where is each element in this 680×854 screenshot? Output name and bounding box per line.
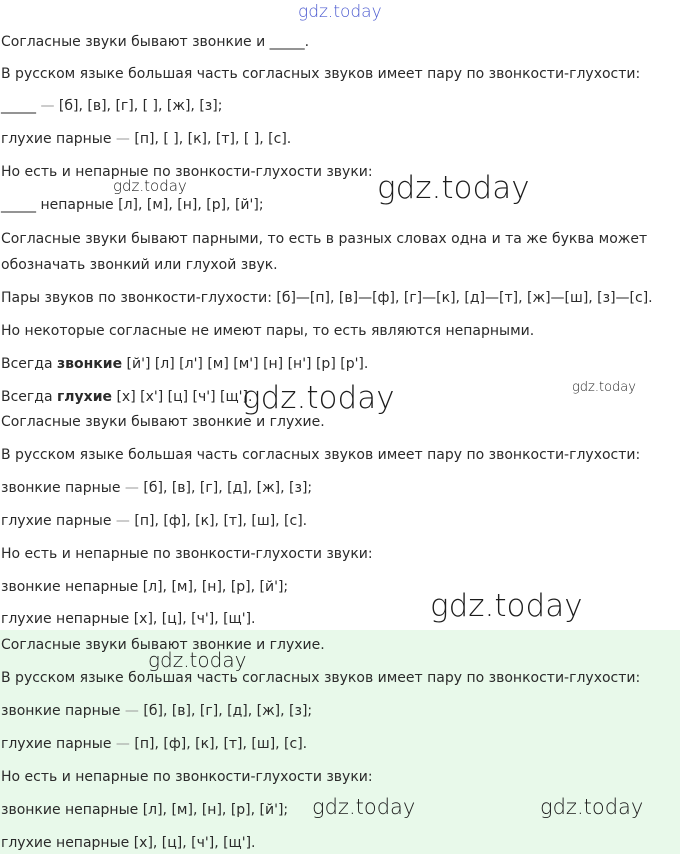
- em-dash: —: [111, 131, 135, 147]
- em-dash: —: [120, 480, 144, 496]
- label-text: звонкие парные: [1, 703, 121, 719]
- em-dash: —: [111, 736, 135, 752]
- watermark-large: gdz.today: [377, 170, 530, 206]
- watermark-medium: gdz.today: [312, 795, 416, 819]
- rule-line-6: [1, 387, 252, 407]
- watermark-small: gdz.today: [113, 177, 187, 195]
- rule-line-4: Но некоторые согласные не имеют пары, то есть являются непарными.: [1, 323, 535, 339]
- label-text: звонкие парные: [1, 480, 121, 496]
- rule-text: Всегда: [1, 389, 57, 405]
- em-dash: —: [111, 513, 135, 529]
- rule-line-3: Пары звуков по звонкости-глухости: [б]—[п], [в]—[ф], [г]—[к], [д]—[т], [ж]—[ш], [з]—[с].: [1, 290, 653, 306]
- answer2-line-3: [1, 701, 312, 721]
- exercise-line-5: Но есть и непарные по звонкости-глухости звуки:: [1, 164, 373, 180]
- em-dash: —: [36, 98, 59, 114]
- label-text: глухие парные: [1, 513, 112, 529]
- rule-line-2: обозначать звонкий или глухой звук.: [1, 257, 278, 273]
- answer1-line-6: звонкие непарные [л], [м], [н], [р], [й'];: [1, 579, 289, 595]
- answer2-line-6: звонкие непарные [л], [м], [н], [р], [й'];: [1, 802, 289, 818]
- rule-text: [х] [х'] [ц] [ч'] [щ'].: [112, 389, 253, 405]
- answer2-line-2: В русском языке большая часть согласных звуков имеет пару по звонкости-глухости:: [1, 670, 641, 686]
- rule-text: Всегда: [1, 356, 57, 372]
- exercise-line-6: _____ непарные [л], [м], [н], [р], [й'];: [1, 197, 264, 213]
- sound-list: [п], [ф], [к], [т], [ш], [с].: [134, 513, 308, 529]
- exercise-line-1: Согласные звуки бывают звонкие и _____.: [1, 34, 310, 50]
- answer2-line-1: Согласные звуки бывают звонкие и глухие.: [1, 637, 325, 653]
- sound-list: [б], [в], [г], [д], [ж], [з];: [143, 480, 313, 496]
- watermark-medium: gdz.today: [148, 648, 247, 672]
- exercise-line-3: [1, 96, 222, 116]
- rule-text: [й'] [л] [л'] [м] [м'] [н] [н'] [р] [р'].: [122, 356, 369, 372]
- bold-term: глухие: [56, 389, 113, 405]
- answer2-line-5: Но есть и непарные по звонкости-глухости звуки:: [1, 769, 373, 785]
- sound-list: [п], [ ], [к], [т], [ ], [с].: [134, 131, 292, 147]
- answer1-line-5: Но есть и непарные по звонкости-глухости звуки:: [1, 546, 373, 562]
- sound-list: [б], [в], [г], [ ], [ж], [з];: [58, 98, 223, 114]
- bold-term: звонкие: [56, 356, 123, 372]
- watermark-large: gdz.today: [430, 588, 583, 624]
- answer1-line-4: [1, 511, 307, 531]
- watermark-small: gdz.today: [572, 380, 636, 395]
- answer1-line-7: глухие непарные [х], [ц], [ч'], [щ'].: [1, 611, 256, 627]
- label-text: глухие парные: [1, 736, 112, 752]
- watermark-large: gdz.today: [242, 380, 395, 416]
- sound-list: [п], [ф], [к], [т], [ш], [с].: [134, 736, 308, 752]
- sound-list: [б], [в], [г], [д], [ж], [з];: [143, 703, 313, 719]
- exercise-line-4: [1, 129, 291, 149]
- answer1-line-3: [1, 478, 312, 498]
- answer1-line-1: Согласные звуки бывают звонкие и глухие.: [1, 414, 325, 430]
- rule-line-5: [1, 354, 368, 374]
- exercise-line-2: В русском языке большая часть согласных звуков имеет пару по звонкости-глухости:: [1, 66, 641, 82]
- watermark-medium: gdz.today: [540, 795, 644, 819]
- answer1-line-2: В русском языке большая часть согласных звуков имеет пару по звонкости-глухости:: [1, 447, 641, 463]
- answer-blank: _____: [1, 98, 36, 114]
- em-dash: —: [120, 703, 144, 719]
- label-text: глухие парные: [1, 131, 112, 147]
- rule-line-1: Согласные звуки бывают парными, то есть в разных словах одна и та же буква может: [1, 231, 648, 247]
- answer2-line-4: [1, 734, 307, 754]
- answer2-line-7: глухие непарные [х], [ц], [ч'], [щ'].: [1, 835, 256, 851]
- watermark-top: gdz.today: [298, 2, 382, 22]
